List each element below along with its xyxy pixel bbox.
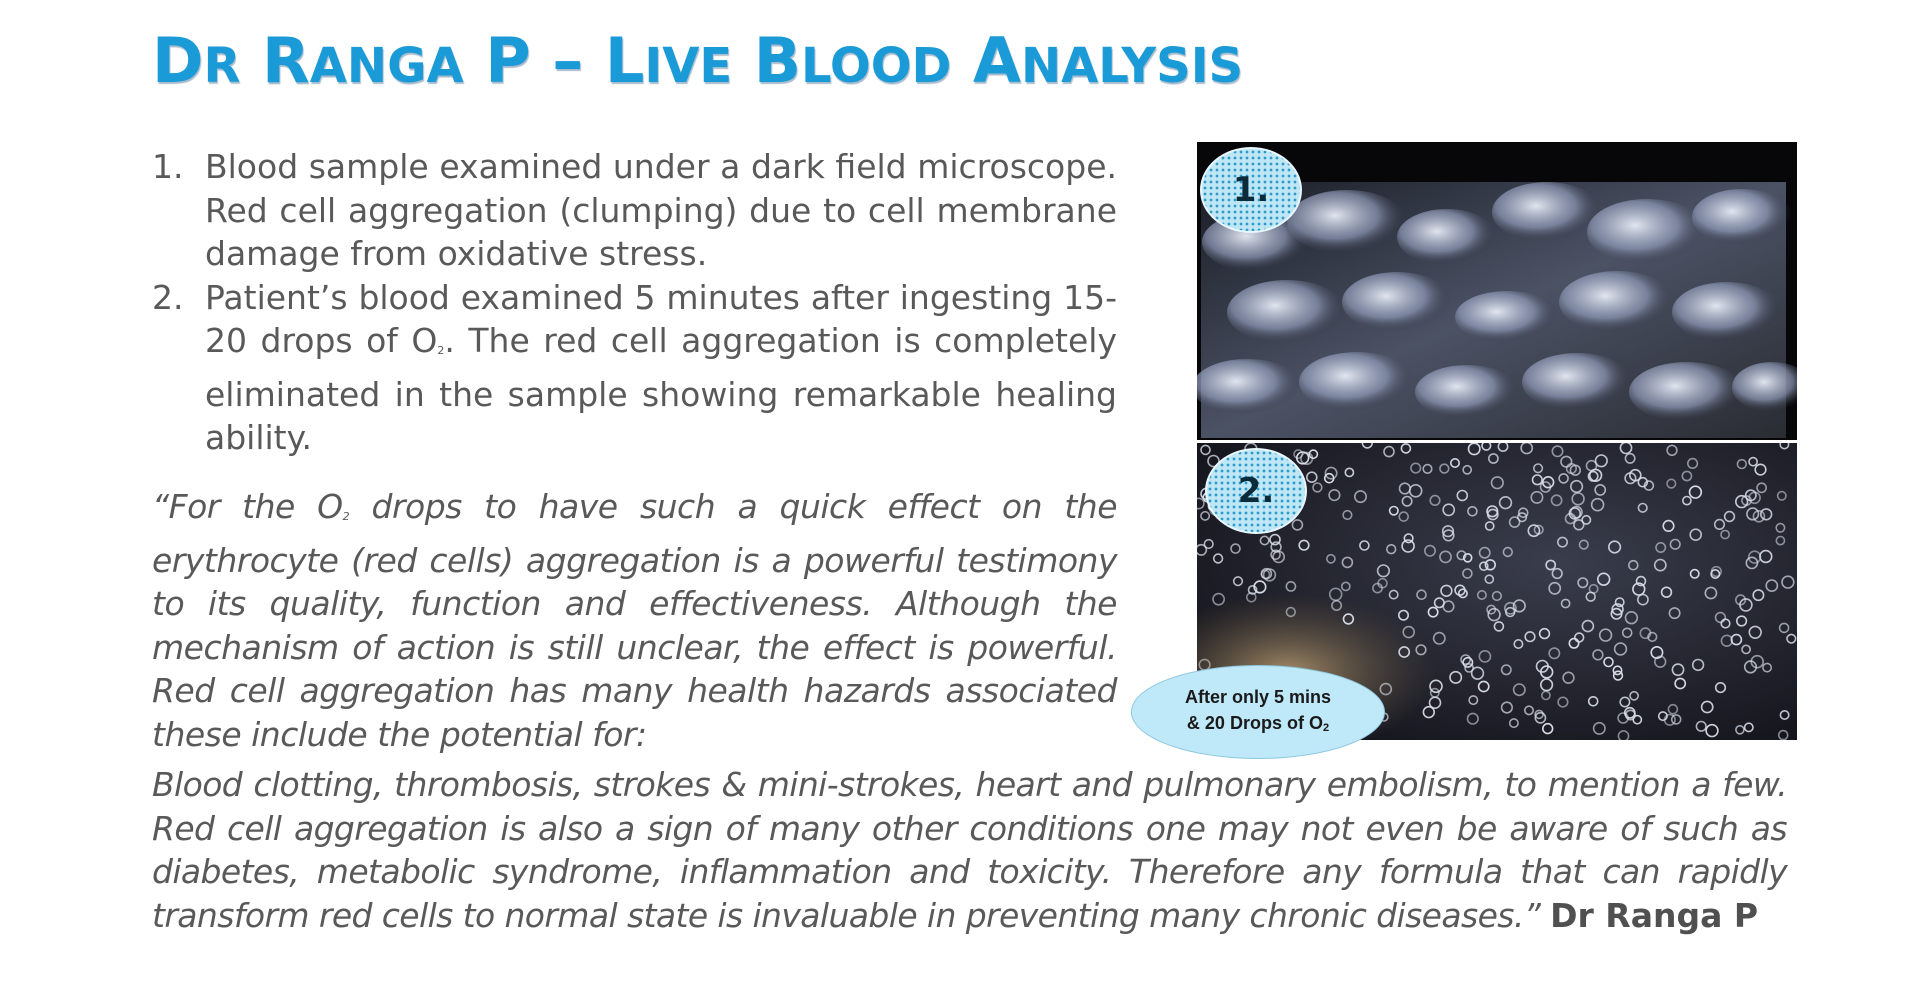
callout-line-1: After only 5 mins: [1184, 686, 1332, 707]
callout-line-2: & 20 Drops of $O_2$: [1186, 712, 1330, 734]
list-item-text: Blood sample examined under a dark field microscope. Red cell aggregation (clumping) due to cell membrane damage from oxidative stress.: [205, 147, 1117, 273]
list-item-text: Patient’s blood examined 5 minutes after ingesting 15-20 drops of $O_2$. The red cell aggregation is completely eliminated in the sample showing remarkable healing ability.: [205, 277, 1117, 457]
callout-bubble: [1131, 665, 1385, 759]
list-item: [152, 145, 1117, 276]
image-label-1: 1.: [1200, 147, 1302, 233]
quote-continuation: Blood clotting, thrombosis, strokes & mini-strokes, heart and pulmonary embolism, to mention a few. Red cell aggregation is also a sign of many other conditions one may not even be aware of such as diabetes, metabolic syndrome, inflammation and toxicity. Therefore any formula that can rapidly transform red cells to normal state is invaluable in preventing many chronic diseases.” Dr Ranga P: [152, 765, 1787, 935]
quote-author: Dr Ranga P: [1550, 895, 1759, 935]
list-number: 1.: [152, 147, 184, 186]
page-title: DR RANGA P – LIVE BLOOD ANALYSIS: [152, 24, 1244, 97]
image-label-2: 2.: [1205, 448, 1307, 534]
list-number: 2.: [152, 277, 184, 317]
quote-text: “For the $O_2$ drops to have such a quick effect on the erythrocyte (red cells) aggregation is a powerful testimony to its quality, function and effectiveness. Although the mechanism of action is still unclear, the effect is powerful. Red cell aggregation has many health hazards associated these include the potential for:: [152, 487, 1117, 754]
findings-list: [152, 145, 1117, 460]
list-item: [152, 276, 1117, 460]
